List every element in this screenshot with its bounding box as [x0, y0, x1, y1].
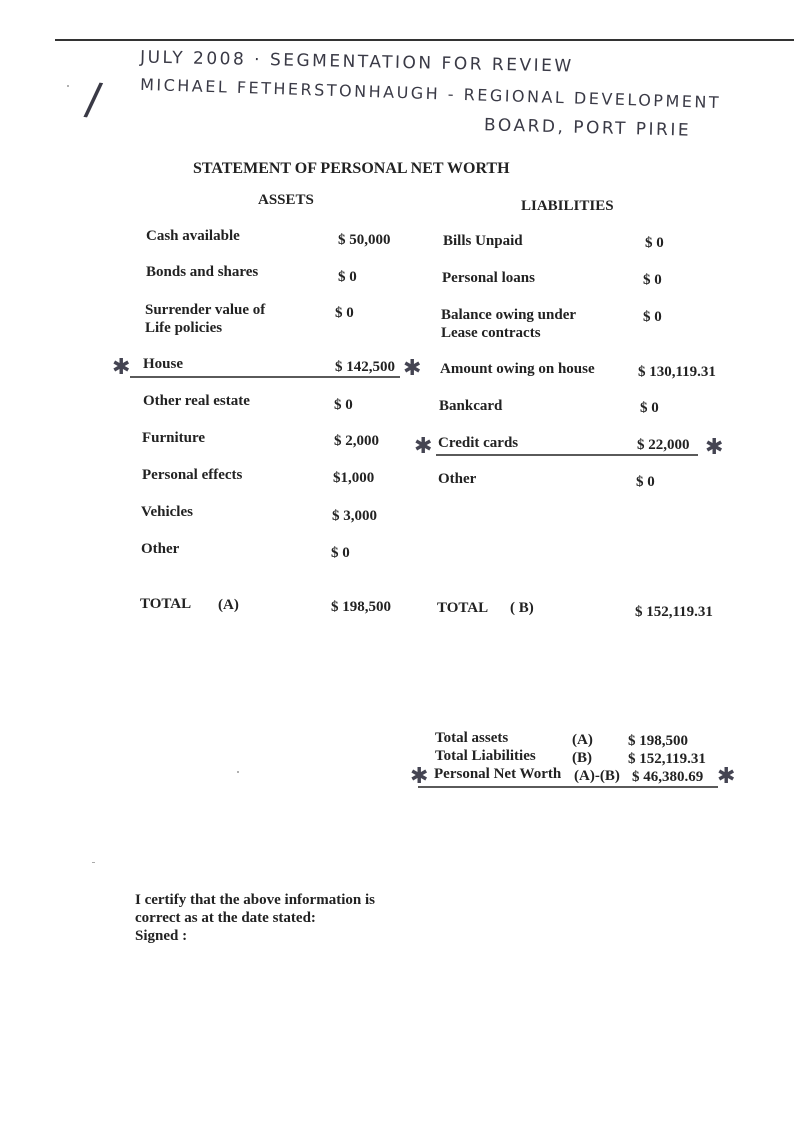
scan-speck	[237, 771, 239, 773]
handwritten-note-line-2: MICHAEL FETHERSTONHAUGH - REGIONAL DEVELOPMENT	[139, 74, 722, 113]
assets-total-tag: (A)	[218, 597, 239, 613]
liability-value-lease: $ 0	[643, 309, 662, 325]
house-underline	[130, 376, 400, 378]
liability-value-bankcard: $ 0	[640, 400, 659, 416]
asset-value-other: $ 0	[331, 545, 350, 561]
asterisk-mark-credit-left: ✱	[414, 434, 433, 459]
liabilities-total-tag: ( B)	[510, 600, 534, 616]
certification-line-2: correct as at the date stated:	[135, 910, 316, 926]
summary-tag-net-worth: (A)-(B)	[574, 768, 620, 784]
summary-label-liabilities: Total Liabilities	[435, 748, 536, 764]
handwritten-note-line-3: BOARD, PORT PIRIE	[483, 115, 692, 141]
assets-heading: ASSETS	[258, 192, 314, 208]
asset-label-bonds: Bonds and shares	[146, 264, 259, 280]
asset-value-vehicles: $ 3,000	[332, 508, 377, 524]
page-title: STATEMENT OF PERSONAL NET WORTH	[193, 160, 510, 177]
liability-value-personal-loans: $ 0	[643, 272, 662, 288]
liability-label-other: Other	[438, 471, 477, 487]
asset-value-cash: $ 50,000	[338, 232, 391, 248]
asset-label-furniture: Furniture	[142, 430, 206, 446]
summary-value-liabilities: $ 152,119.31	[628, 751, 706, 767]
asset-label-surrender: Surrender value of	[145, 302, 266, 318]
liability-value-house: $ 130,119.31	[638, 364, 716, 380]
net-worth-underline	[418, 786, 718, 788]
liability-label-lease: Balance owing under	[441, 307, 577, 323]
asset-label-surrender-2: Life policies	[145, 320, 223, 336]
asterisk-mark-house-right: ✱	[403, 356, 422, 381]
liability-value-credit-cards: $ 22,000	[637, 437, 690, 453]
liability-value-bills: $ 0	[645, 235, 664, 251]
asset-label-other-real-estate: Other real estate	[143, 393, 250, 409]
summary-label-assets: Total assets	[435, 730, 509, 746]
certification-line-1: I certify that the above information is	[135, 892, 375, 908]
credit-cards-underline	[436, 454, 698, 456]
scan-speck	[92, 862, 95, 863]
asset-value-bonds: $ 0	[338, 269, 357, 285]
scan-speck	[67, 85, 69, 87]
assets-total-value: $ 198,500	[331, 599, 391, 615]
summary-tag-liabilities: (B)	[572, 750, 592, 766]
liability-label-house: Amount owing on house	[440, 361, 595, 377]
liability-label-lease-2: Lease contracts	[441, 325, 541, 341]
asset-value-house: $ 142,500	[335, 359, 395, 375]
summary-label-net-worth: Personal Net Worth	[434, 766, 562, 782]
asset-value-other-real-estate: $ 0	[334, 397, 353, 413]
asset-label-personal-effects: Personal effects	[142, 467, 243, 483]
liabilities-heading: LIABILITIES	[521, 198, 614, 214]
asset-value-furniture: $ 2,000	[334, 433, 379, 449]
asset-value-personal-effects: $1,000	[333, 470, 375, 486]
asset-label-cash: Cash available	[146, 228, 240, 244]
asset-label-other: Other	[141, 541, 180, 557]
liability-label-bills: Bills Unpaid	[443, 233, 523, 249]
liability-value-other: $ 0	[636, 474, 655, 490]
handwritten-note-line-1: JULY 2008 · SEGMENTATION FOR REVIEW	[139, 47, 574, 77]
asset-label-house: House	[143, 356, 184, 372]
asterisk-mark-credit-right: ✱	[705, 435, 724, 460]
asterisk-mark-net-worth-left: ✱	[410, 764, 429, 789]
slash-mark: /	[82, 73, 105, 126]
assets-total-label: TOTAL	[140, 596, 192, 612]
summary-value-assets: $ 198,500	[628, 733, 688, 749]
top-rule	[55, 39, 794, 41]
asterisk-mark-net-worth-right: ✱	[717, 764, 736, 789]
asset-value-surrender: $ 0	[335, 305, 354, 321]
asset-label-vehicles: Vehicles	[141, 504, 193, 520]
signed-label: Signed :	[135, 928, 188, 944]
asterisk-mark-house-left: ✱	[112, 355, 131, 380]
liability-label-personal-loans: Personal loans	[442, 270, 535, 286]
summary-value-net-worth: $ 46,380.69	[632, 769, 704, 785]
liability-label-credit-cards: Credit cards	[438, 435, 519, 451]
liabilities-total-label: TOTAL	[437, 600, 489, 616]
liabilities-total-value: $ 152,119.31	[635, 604, 713, 620]
liability-label-bankcard: Bankcard	[439, 398, 503, 414]
summary-tag-assets: (A)	[572, 732, 593, 748]
